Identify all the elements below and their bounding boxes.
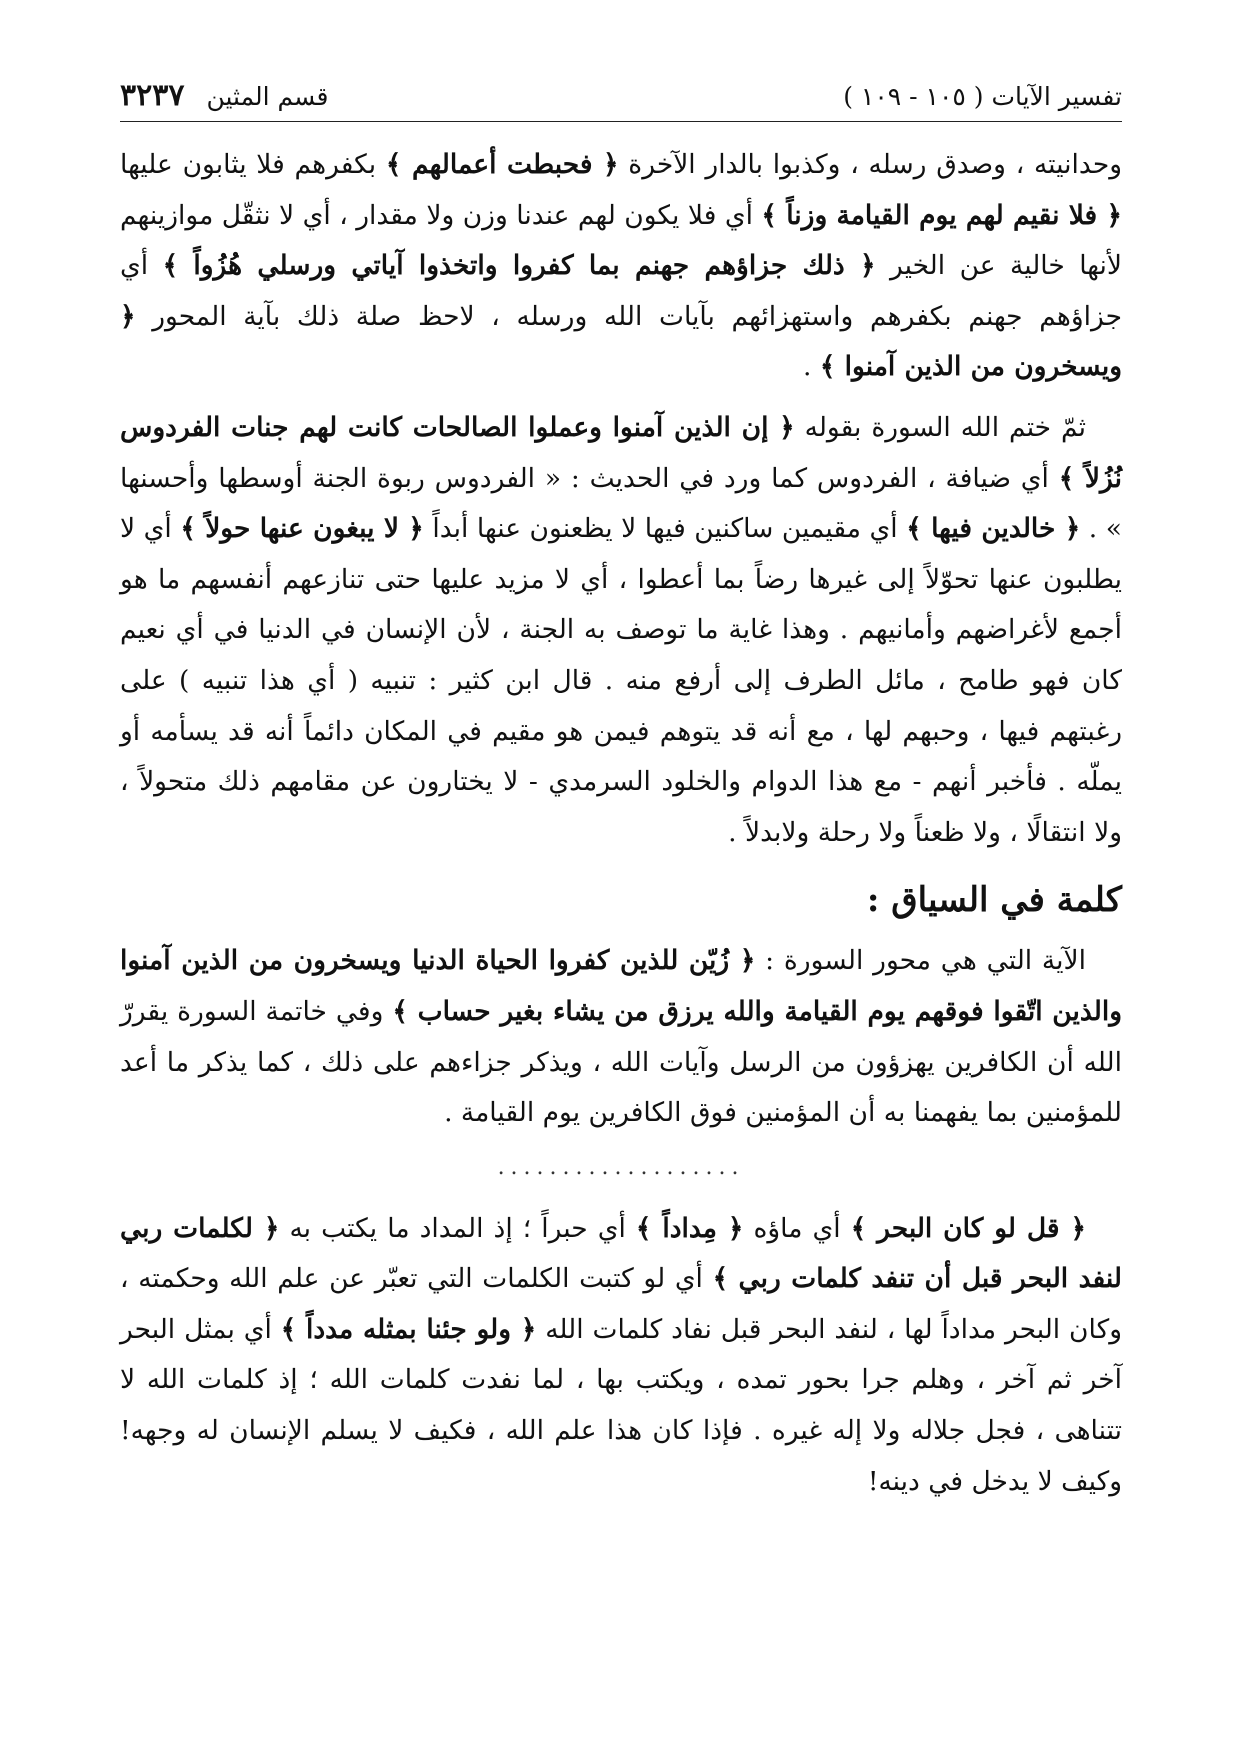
- text-run: أي لا يطلبون عنها تحوّلاً إلى غيرها رضاً بما أعطوا ، أي لا مزيد عليها حتى تنازعهم أنفسهم ما هو أجمع لأغراضهم وأمانيهم . وهذا غاية ما توصف به الجنة ، لأن الإنسان في الدنيا في أي نعيم كان فهو طامح ، مائل الطرف إلى أرفع منه . قال ابن كثير : تنبيه ( أي هذا تنبيه ) على رغبتهم فيها ، وحبهم لها ، مع أنه قد يتوهم فيمن هو مقيم في المكان دائماً أنه قد يسأمه أو يملّه . فأخبر أنهم - مع هذا الدوام والخلود السرمدي - لا يختارون عن مقامهم ذلك متحولاً ، ولا انتقالًا ، ولا ظعناً ولا رحلة ولابدلاً .: [120, 513, 1122, 848]
- page-header: [120, 78, 1122, 122]
- page-body: [120, 140, 1122, 1507]
- paragraph-4: [120, 1204, 1122, 1508]
- header-left: [120, 78, 328, 113]
- text-run: أي حبراً ؛ إذ المداد ما يكتب به: [279, 1212, 636, 1244]
- running-title: تفسير الآيات ( ١٠٥ - ١٠٩ ): [843, 82, 1122, 111]
- quran-quote: ﴿ ذلك جزاؤهم جهنم بما كفروا واتخذوا آياتي ورسلي هُزُواً ﴾: [162, 250, 876, 282]
- text-run: .: [803, 351, 820, 383]
- quran-quote: ﴿ لا يبغون عنها حولاً ﴾: [180, 513, 424, 545]
- quran-quote: ﴿ قل لو كان البحر ﴾: [850, 1212, 1087, 1244]
- text-run: أي مقيمين ساكنين فيها لا يظعنون عنها أبداً: [423, 513, 907, 545]
- quran-quote: ﴿ فلا نقيم لهم يوم القيامة وزناً ﴾: [761, 199, 1122, 231]
- text-run: وفي خاتمة السورة يقررّ الله أن الكافرين يهزؤون من الرسل وآيات الله ، ويذكر جزاءهم على ذلك ، كما يذكر ما أعد للمؤمنين بما يفهمنا به أن المؤمنين فوق الكافرين يوم القيامة .: [120, 995, 1122, 1129]
- paragraph-2: [120, 403, 1122, 858]
- volume-label: قسم المثين: [206, 82, 329, 111]
- text-run: وحدانيته ، وصدق رسله ، وكذبوا بالدار الآخرة: [618, 149, 1122, 180]
- text-run: أي بمثل البحر آخر ثم آخر ، وهلم جرا بحور تمده ، ويكتب بها ، لما نفدت كلمات الله ؛ إذ كلمات الله لا تتناهى ، فجل جلاله ولا إله غيره . فإذا كان هذا علم الله ، فكيف لا يسلم الإنسان له وجهه! وكيف لا يدخل في دينه!: [120, 1313, 1122, 1497]
- text-run: أي فلا يكون لهم عندنا وزن ولا مقدار ، أي لا نثقّل موازينهم لأنها خالية عن الخير: [120, 199, 1122, 282]
- text-run: بكفرهم فلا يثابون عليها: [120, 149, 386, 180]
- paragraph-1: [120, 140, 1122, 393]
- quran-quote: ﴿ مِداداً ﴾: [635, 1212, 744, 1244]
- dotted-separator: ...................: [497, 1154, 745, 1180]
- quran-quote: ﴿ زُيّن للذين كفروا الحياة الدنيا ويسخرون من الذين آمنوا والذين اتّقوا فوقهم يوم القيامة والله يرزق من يشاء بغير حساب ﴾: [120, 945, 1122, 1027]
- quran-quote: ﴿ لكلمات ربي لنفد البحر قبل أن تنفد كلمات ربي ﴾: [120, 1212, 1122, 1295]
- page-number: ٣٢٣٧: [120, 78, 185, 113]
- quran-quote: ﴿ إن الذين آمنوا وعملوا الصالحات كانت لهم جنات الفردوس نُزُلاً ﴾: [120, 411, 1122, 494]
- quran-quote: ﴿ ولو جئنا بمثله مدداً ﴾: [280, 1313, 537, 1345]
- text-run: أي جزاؤهم جهنم بكفرهم واستهزائهم بآيات الله ورسله ، لاحظ صلة ذلك بآية المحور: [120, 250, 1122, 332]
- text-run: أي ماؤه: [743, 1212, 851, 1244]
- text-run: ثمّ ختم الله السورة بقوله: [794, 411, 1087, 443]
- header-right: [843, 82, 1122, 111]
- quran-quote: ﴿ خالدين فيها ﴾: [906, 513, 1081, 545]
- text-run: أي لو كتبت الكلمات التي تعبّر عن علم الله وحكمته ، وكان البحر مداداً لها ، لنفد البحر قبل نفاد كلمات الله: [120, 1263, 1122, 1345]
- quran-quote: ﴿ فحبطت أعمالهم ﴾: [385, 149, 619, 180]
- section-heading: كلمة في السياق :: [866, 880, 1122, 921]
- text-run: الآية التي هي محور السورة :: [755, 945, 1086, 977]
- paragraph-3: [120, 936, 1122, 1138]
- quran-quote: ﴿ ويسخرون من الذين آمنوا ﴾: [120, 300, 1122, 383]
- text-run: أي ضيافة ، الفردوس كما ورد في الحديث : « الفردوس ربوة الجنة أوسطها وأحسنها » .: [120, 462, 1122, 545]
